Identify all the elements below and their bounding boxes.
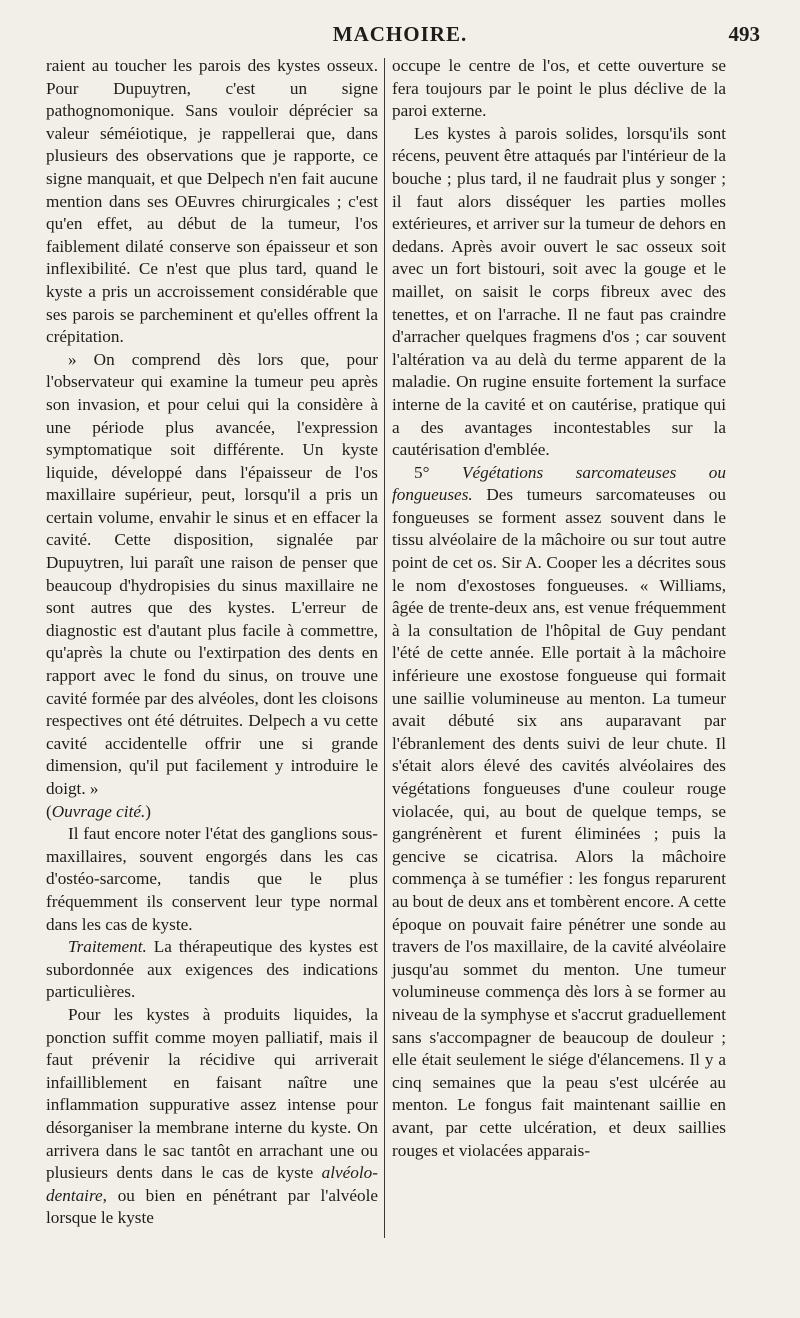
paragraph-text: ) <box>145 801 152 821</box>
italic-text: Ouvrage cité. <box>51 801 146 821</box>
paragraph <box>392 55 726 123</box>
paragraph <box>46 801 378 824</box>
paragraph-text: Pour les kystes à produits liquides, la ponction suffit comme moyen palliatif, mais il faut prévenir la récidive qui arriverait infailliblement en faisant naître une inflammation suppurative assez intense pour désorganiser la membrane interne du kyste. On arrivera dans le sac tantôt en arrachant une ou plusieurs dents dans le cas de kyste <box>46 1004 378 1183</box>
paragraph-text: La thérapeutique des kystes est subordonnée aux exigences des indications particulières. <box>46 937 378 1002</box>
running-header <box>40 22 760 52</box>
italic-text: Végétations sarcomateuses ou fongueuses. <box>392 462 726 505</box>
column-divider <box>384 58 385 1238</box>
paragraph-text: raient au toucher les parois des kystes osseux. Pour Dupuytren, c'est un signe pathognomonique. Sans vouloir déprécier sa valeur séméiotique, je rappellerai que, dans plusieurs des observations que je rapporte, ce signe manquait, et que Delpech n'en fait aucune mention dans ses OEuvres chirurgicales ; c'est qu'en effet, au début de la tumeur, l'os faiblement dilaté conserve son épaisseur et son inflexibilité. Ce n'est que plus tard, quand le kyste a pris un accroissement considérable que ses parois se parcheminent et qu'elles offrent la crépitation. <box>46 56 378 347</box>
paragraph <box>46 823 378 936</box>
italic-text: Traitement. <box>68 937 147 957</box>
paragraph <box>46 55 378 349</box>
paragraph-text: ( <box>46 801 52 821</box>
paragraph-text: occupe le centre de l'os, et cette ouverture se fera toujours par le point le plus déclive de la paroi externe. <box>392 56 726 121</box>
running-title: MACHOIRE. <box>332 22 468 46</box>
paragraph-text: » On comprend dès lors que, pour l'observateur qui examine la tumeur peu après son invasion, et pour celui qui la considère à une période plus avancée, l'expression symptomatique soit différente. Un kyste liquide, développé dans l'épaisseur de l'os maxillaire supérieur, peut, lorsqu'il a pris un certain volume, envahir le sinus et en effacer la cavité. Cette disposition, signalée par Dupuytren, lui paraît une raison de penser que beaucoup d'hydropisies du sinus maxillaire ne sont autres que des kystes. L'erreur de diagnostic est d'autant plus facile à commettre, qu'après la chute ou l'extirpation des dents en rapport avec le fond du sinus, on trouve une cavité formée par des alvéoles, dont les cloisons respectives ont été détruites. Delpech a vu cette cavité accidentelle offrir une si grande dimension, qu'il put facilement y introduire le doigt. » <box>46 349 378 798</box>
paragraph-text: Il faut encore noter l'état des ganglions sous-maxillaires, souvent engorgés dans les cas d'ostéo-sarcome, tandis que le plus fréquemment ils conservent leur type normal dans les cas de kyste. <box>46 824 378 934</box>
paragraph-text: Des tumeurs sarcomateuses ou fongueuses se forment assez souvent dans le tissu alvéolaire de la mâchoire ou sur tout autre point de cet os. Sir A. Cooper les a décrites sous le nom d'exostoses fongueuses. « Williams, âgée de trente-deux ans, est venue fréquemment à la consultation de l'hôpital de Guy pendant l'été de cette année. Elle portait à la mâchoire inférieure une exostose fongueuse qui formait une saillie volumineuse au menton. La tumeur avait débuté six ans auparavant par l'ébranlement des dents suivi de leur chute. Il s'était alors élevé des cavités alvéolaires des végétations fongueuses d'une couleur rouge violacée, qui, au bout de quelque temps, se gangrénèrent et furent éliminées ; puis la gencive se cicatrisa. Alors la mâchoire commença à se tuméfier : les fongus reparurent au bout de deux ans et tombèrent encore. A cette époque on pouvait faire pénétrer une sonde au travers de l'os maxillaire, de la cavité alvéolaire jusqu'au sommet du menton. Une tumeur volumineuse commença dès lors à se former au niveau de la symphyse et s'accrut graduellement sans s'accompagner de beaucoup de douleur ; elle était seulement le siége d'élancemens. Il y a cinq semaines que la peau s'est ulcérée au menton. Le fongus fait maintenant saillie en avant, par cette ulcération, et deux saillies rouges et violacées apparais- <box>392 485 726 1160</box>
left-column <box>46 55 378 1230</box>
italic-text: alvéolo-dentaire <box>46 1163 378 1205</box>
page-number: 493 <box>728 22 760 46</box>
paragraph-text: 5° <box>414 462 463 482</box>
right-column <box>392 55 726 1162</box>
paragraph <box>392 123 726 462</box>
paragraph-text: Les kystes à parois solides, lorsqu'ils sont récens, peuvent être attaqués par l'intérieur de la bouche ; plus tard, il ne faudrait plus y songer ; il faut alors disséquer les parties molles extérieures, et arriver sur la tumeur de dehors en dedans. Après avoir ouvert le sac osseux soit avec un fort bistouri, soit avec la gouge et le maillet, on saisit le corps fibreux avec des tenettes, et on l'arrache. Il ne faut pas craindre d'arracher quelques fragmens d'os ; car souvent l'altération va au delà du terme apparent de la maladie. On rugine ensuite fortement la surface interne de la cavité et on cautérise, pratique qui a des avantages incontestables sur la cautérisation d'emblée. <box>392 123 726 460</box>
paragraph-text: , ou bien en pénétrant par l'alvéole lorsque le kyste <box>46 1185 378 1228</box>
paragraph <box>46 349 378 801</box>
paragraph <box>46 1004 378 1230</box>
paragraph <box>392 462 726 1162</box>
paragraph <box>46 936 378 1004</box>
